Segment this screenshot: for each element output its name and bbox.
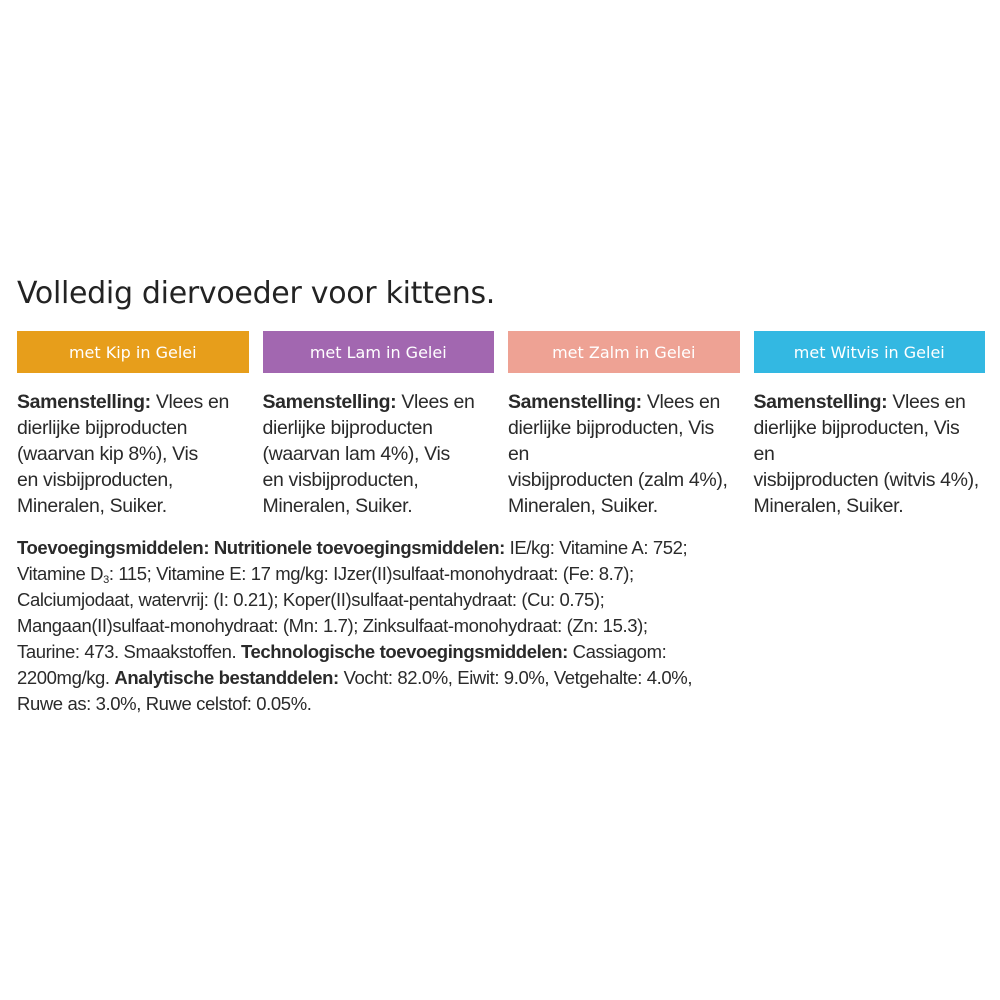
composition-witvis bbox=[754, 389, 986, 519]
composition-label: Samenstelling: bbox=[753, 391, 888, 413]
details-text: Vitamine D bbox=[17, 563, 104, 584]
composition-line: (waarvan lam 4%), Vis bbox=[262, 443, 450, 465]
variant-witvis bbox=[754, 331, 986, 519]
variant-zalm bbox=[508, 331, 740, 519]
composition-line: dierlijke bijproducten bbox=[262, 417, 433, 439]
composition-label: Samenstelling: bbox=[262, 391, 397, 413]
composition-line: Mineralen, Suiker. bbox=[753, 495, 904, 517]
variant-kip bbox=[17, 331, 249, 519]
composition-line: (waarvan kip 8%), Vis bbox=[17, 443, 198, 465]
variant-banner-witvis: met Witvis in Gelei bbox=[754, 331, 986, 373]
composition-line: visbijproducten (zalm 4%), bbox=[508, 469, 728, 491]
composition-label: Samenstelling: bbox=[508, 391, 642, 413]
details-line: Ruwe as: 3.0%, Ruwe celstof: 0.05%. bbox=[17, 693, 312, 714]
composition-kip bbox=[17, 389, 249, 519]
composition-line: Vlees en bbox=[887, 391, 966, 413]
details-line: Mangaan(II)sulfaat-monohydraat: (Mn: 1.7); Zinksulfaat-monohydraat: (Zn: 15.3); bbox=[17, 615, 648, 636]
details-line: Calciumjodaat, watervrij: (I: 0.21); Koper(II)sulfaat-pentahydraat: (Cu: 0.75); bbox=[17, 589, 605, 610]
composition-line: Vlees en bbox=[641, 391, 720, 413]
variant-banner-lam: met Lam in Gelei bbox=[263, 331, 495, 373]
details-line bbox=[17, 639, 707, 665]
composition-line: dierlijke bijproducten, Vis en bbox=[508, 417, 714, 465]
details-line bbox=[17, 665, 707, 691]
composition-lam bbox=[263, 389, 495, 519]
composition-line: dierlijke bijproducten, Vis en bbox=[753, 417, 960, 465]
subscript: 3 bbox=[103, 574, 109, 586]
composition-line: Mineralen, Suiker. bbox=[508, 495, 658, 517]
variant-banner-zalm: met Zalm in Gelei bbox=[508, 331, 740, 373]
additives-and-analysis bbox=[17, 535, 707, 717]
details-text: IE/kg: Vitamine A: 752; bbox=[504, 537, 688, 558]
details-line bbox=[17, 535, 707, 561]
variant-lam bbox=[263, 331, 495, 519]
analysis-label: Analytische bestanddelen: bbox=[114, 667, 339, 688]
details-text: Cassiagom: bbox=[567, 641, 667, 662]
details-text: Taurine: 473. Smaakstoffen. bbox=[17, 641, 241, 662]
details-text: : 115; Vitamine E: 17 mg/kg: IJzer(II)sulfaat-monohydraat: (Fe: 8.7); bbox=[108, 563, 634, 584]
details-text: Vocht: 82.0%, Eiwit: 9.0%, Vetgehalte: 4.0%, bbox=[338, 667, 693, 688]
composition-line: en visbijproducten, bbox=[262, 469, 419, 491]
composition-line: Vlees en bbox=[396, 391, 475, 413]
composition-line: visbijproducten (witvis 4%), bbox=[753, 469, 979, 491]
variant-columns bbox=[17, 331, 985, 519]
variant-banner-kip: met Kip in Gelei bbox=[17, 331, 249, 373]
composition-line: Vlees en bbox=[150, 391, 229, 413]
page-title: Volledig diervoeder voor kittens. bbox=[17, 276, 496, 311]
composition-label: Samenstelling: bbox=[17, 391, 151, 413]
details-line bbox=[17, 561, 707, 587]
composition-line: en visbijproducten, bbox=[17, 469, 173, 491]
composition-line: Mineralen, Suiker. bbox=[17, 495, 167, 517]
technological-additives-label: Technologische toevoegingsmiddelen: bbox=[240, 641, 568, 662]
composition-zalm bbox=[508, 389, 740, 519]
additives-label: Toevoegingsmiddelen: Nutritionele toevoegingsmiddelen: bbox=[17, 537, 505, 558]
details-text: 2200mg/kg. bbox=[17, 667, 115, 688]
composition-line: Mineralen, Suiker. bbox=[262, 495, 413, 517]
composition-line: dierlijke bijproducten bbox=[17, 417, 188, 439]
